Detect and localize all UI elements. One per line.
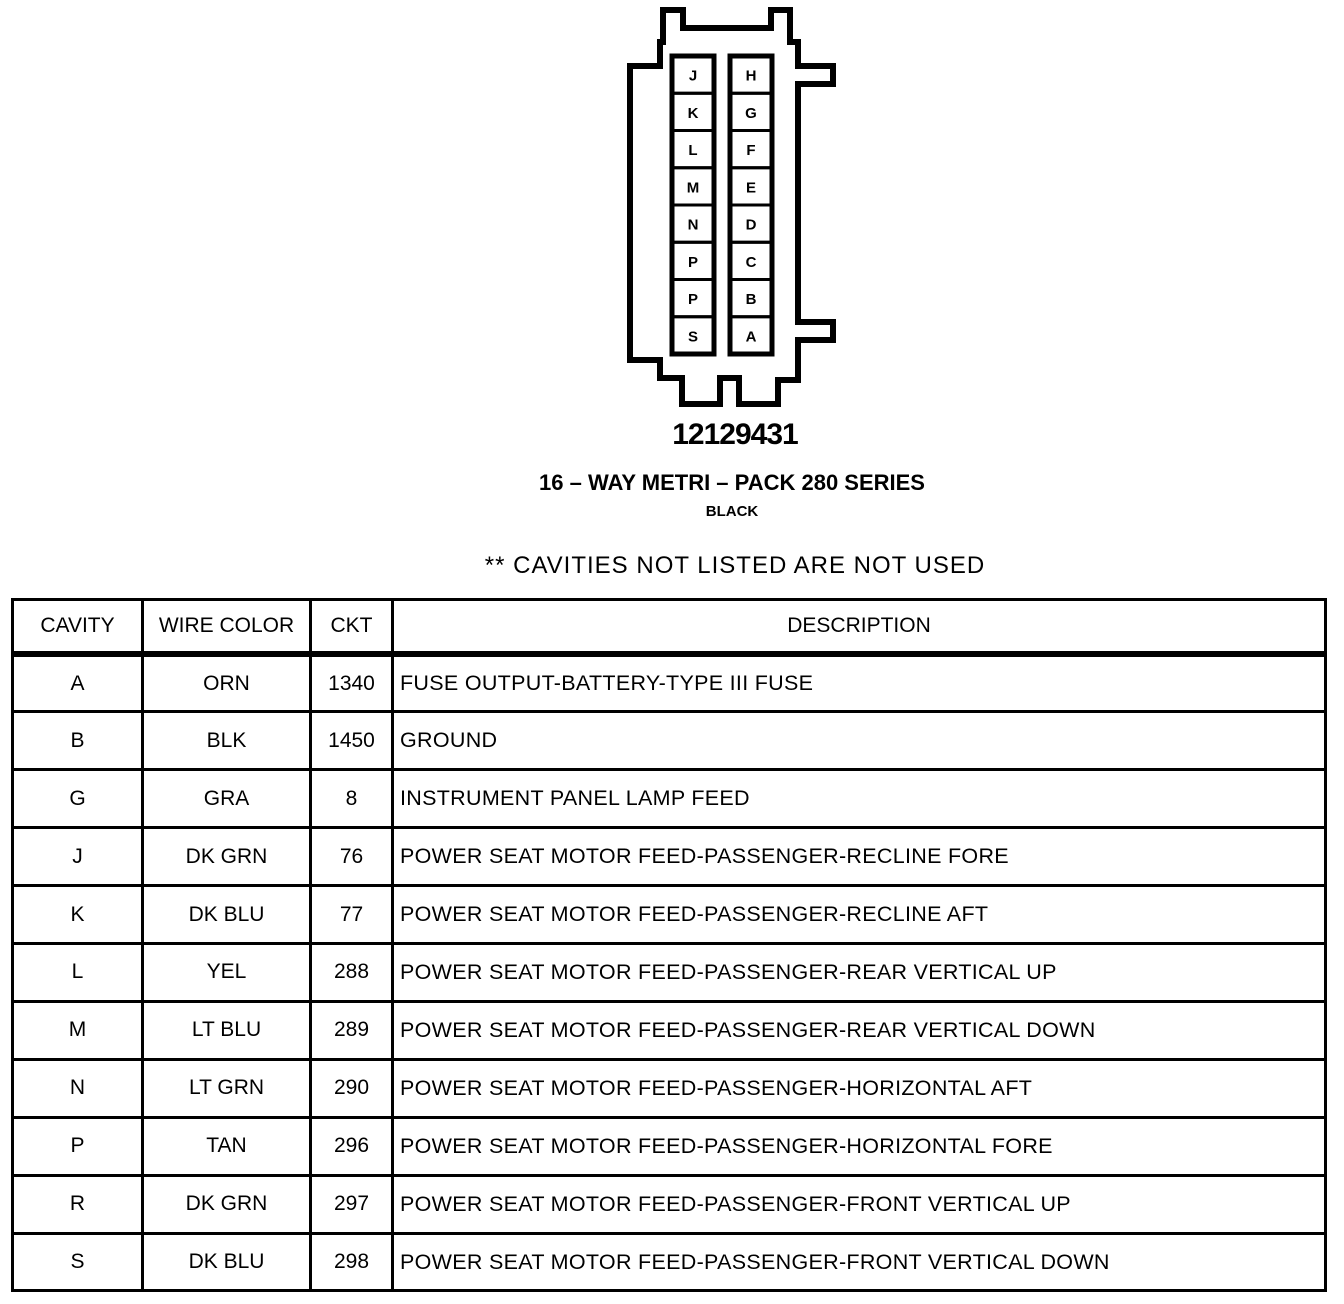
header-description: DESCRIPTION: [393, 600, 1326, 655]
table-row: [13, 944, 1326, 1002]
cell-cavity: L: [13, 944, 143, 1002]
cell-cavity: A: [13, 654, 143, 712]
cell-wire-color: GRA: [143, 770, 311, 828]
cell-wire-color: ORN: [143, 654, 311, 712]
cavity-label-left: J: [688, 67, 698, 85]
table-row: [13, 1117, 1326, 1175]
cavity-label-right: H: [745, 67, 757, 85]
cell-description: POWER SEAT MOTOR FEED-PASSENGER-RECLINE FORE: [393, 828, 1326, 886]
cavity-label-right: E: [745, 179, 757, 197]
table-header-row: [13, 600, 1326, 655]
cell-description: POWER SEAT MOTOR FEED-PASSENGER-RECLINE AFT: [393, 886, 1326, 944]
cell-cavity: G: [13, 770, 143, 828]
cell-description: POWER SEAT MOTOR FEED-PASSENGER-REAR VERTICAL UP: [393, 944, 1326, 1002]
cell-cavity: B: [13, 712, 143, 770]
cavity-label-left: M: [686, 179, 700, 197]
table-row: [13, 654, 1326, 712]
cell-cavity: P: [13, 1117, 143, 1175]
cell-wire-color: DK BLU: [143, 1233, 311, 1291]
cell-wire-color: LT GRN: [143, 1059, 311, 1117]
table-row: [13, 1175, 1326, 1233]
cell-ckt: 289: [311, 1001, 393, 1059]
part-number: 12129431: [672, 418, 798, 451]
cell-wire-color: BLK: [143, 712, 311, 770]
cell-wire-color: LT BLU: [143, 1001, 311, 1059]
cell-description: POWER SEAT MOTOR FEED-PASSENGER-HORIZONTAL FORE: [393, 1117, 1326, 1175]
cell-ckt: 8: [311, 770, 393, 828]
cavity-table: [11, 598, 1327, 1292]
cavity-label-left: N: [687, 216, 699, 234]
cell-wire-color: DK BLU: [143, 886, 311, 944]
cell-cavity: N: [13, 1059, 143, 1117]
cell-cavity: J: [13, 828, 143, 886]
table-row: [13, 712, 1326, 770]
cavity-label-right: B: [745, 291, 757, 309]
cavity-label-left: S: [687, 328, 699, 346]
connector-color: BLACK: [705, 503, 759, 520]
table-row: [13, 1001, 1326, 1059]
cavity-label-right: C: [745, 253, 757, 271]
cavity-label-right: F: [746, 142, 756, 160]
cavity-label-left: K: [687, 104, 699, 122]
cell-description: POWER SEAT MOTOR FEED-PASSENGER-FRONT VERTICAL DOWN: [393, 1233, 1326, 1291]
cell-wire-color: TAN: [143, 1117, 311, 1175]
cell-cavity: M: [13, 1001, 143, 1059]
table-row: [13, 828, 1326, 886]
cell-ckt: 76: [311, 828, 393, 886]
cell-description: INSTRUMENT PANEL LAMP FEED: [393, 770, 1326, 828]
connector-series: 16 – WAY METRI – PACK 280 SERIES: [539, 470, 925, 495]
cell-ckt: 288: [311, 944, 393, 1002]
header-wire-color: WIRE COLOR: [143, 600, 311, 655]
cell-description: POWER SEAT MOTOR FEED-PASSENGER-FRONT VERTICAL UP: [393, 1175, 1326, 1233]
cell-description: FUSE OUTPUT-BATTERY-TYPE III FUSE: [393, 654, 1326, 712]
cell-ckt: 296: [311, 1117, 393, 1175]
table-row: [13, 770, 1326, 828]
header-cavity: CAVITY: [13, 600, 143, 655]
cell-wire-color: DK GRN: [143, 1175, 311, 1233]
cell-cavity: K: [13, 886, 143, 944]
unused-cavities-note: ** CAVITIES NOT LISTED ARE NOT USED: [484, 552, 986, 579]
cell-ckt: 290: [311, 1059, 393, 1117]
cavity-label-right: G: [745, 104, 757, 122]
cavity-label-left: L: [688, 142, 698, 160]
cavity-label-left: P: [687, 253, 699, 271]
cell-wire-color: DK GRN: [143, 828, 311, 886]
cell-description: POWER SEAT MOTOR FEED-PASSENGER-REAR VERTICAL DOWN: [393, 1001, 1326, 1059]
cell-cavity: S: [13, 1233, 143, 1291]
table-row: [13, 1233, 1326, 1291]
cell-ckt: 1340: [311, 654, 393, 712]
table-row: [13, 1059, 1326, 1117]
cell-cavity: R: [13, 1175, 143, 1233]
cell-ckt: 298: [311, 1233, 393, 1291]
cell-ckt: 1450: [311, 712, 393, 770]
cell-ckt: 297: [311, 1175, 393, 1233]
cell-wire-color: YEL: [143, 944, 311, 1002]
cavity-label-right: D: [745, 216, 757, 234]
table-row: [13, 886, 1326, 944]
cell-description: GROUND: [393, 712, 1326, 770]
cavity-label-right: A: [745, 328, 757, 346]
connector-face-diagram: [0, 0, 1344, 420]
cell-description: POWER SEAT MOTOR FEED-PASSENGER-HORIZONTAL AFT: [393, 1059, 1326, 1117]
cell-ckt: 77: [311, 886, 393, 944]
header-ckt: CKT: [311, 600, 393, 655]
cavity-label-left: P: [687, 291, 699, 309]
